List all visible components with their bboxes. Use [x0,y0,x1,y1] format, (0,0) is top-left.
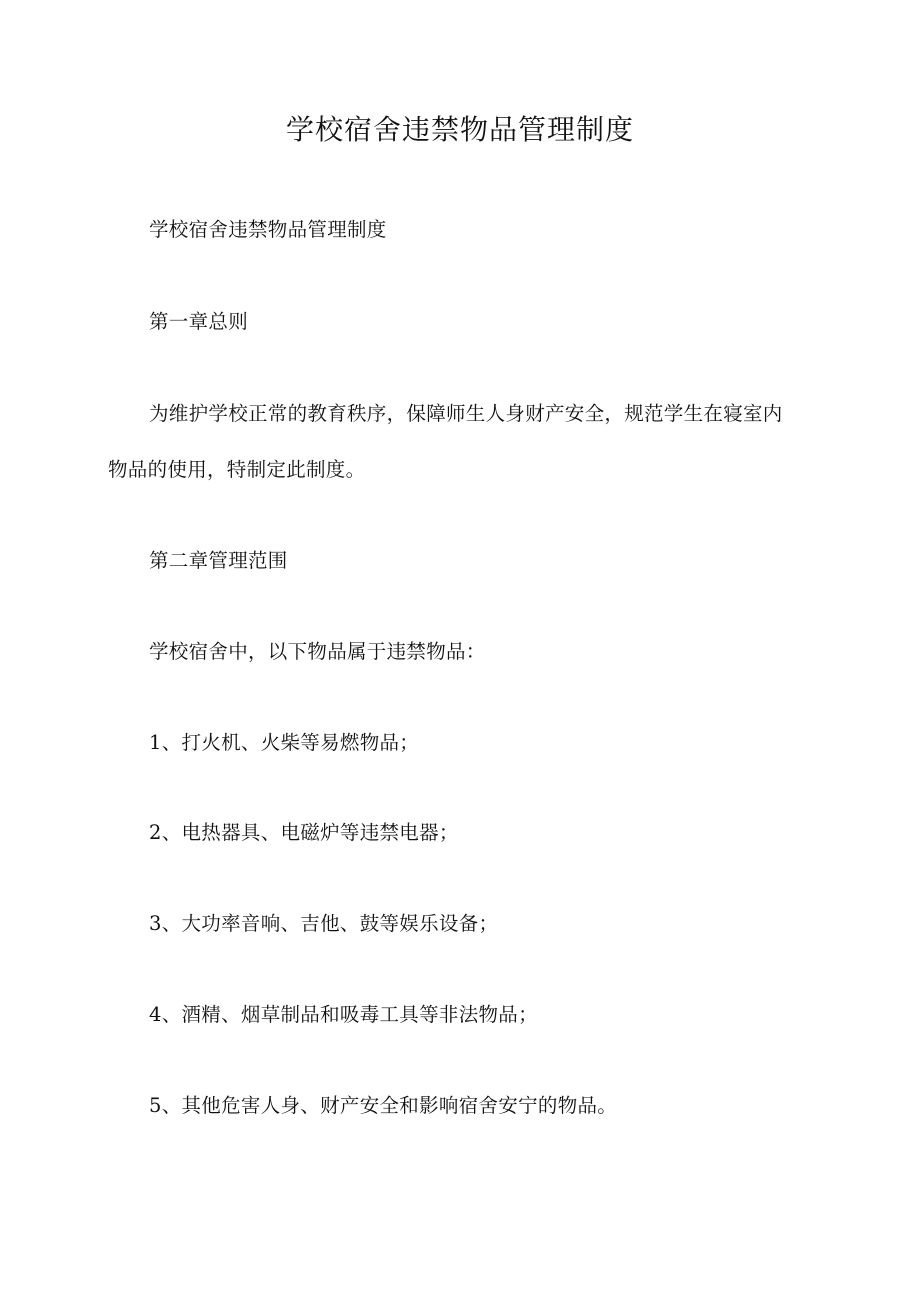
paragraph-text: 2、电热器具、电磁炉等违禁电器； [149,821,459,844]
list-item-2 [108,806,808,860]
document-title: 学校宿舍违禁物品管理制度 [285,113,634,146]
paragraph-text: 3、大功率音响、吉他、鼓等娱乐设备； [149,912,499,935]
paragraph-chapter-1 [108,295,808,349]
paragraph-text: 学校宿舍中，以下物品属于违禁物品： [149,640,486,663]
paragraph-scope-intro [108,625,808,679]
paragraph-purpose-line-1 [108,387,808,441]
paragraph-text: 第二章管理范围 [149,549,288,572]
paragraph-text: 第一章总则 [149,310,249,333]
paragraph-text: 1、打火机、火柴等易燃物品； [149,731,420,754]
paragraph-text: 学校宿舍违禁物品管理制度 [149,218,387,241]
paragraph-chapter-2 [108,534,808,588]
paragraph-doc-name [108,203,808,257]
paragraph-text: 物品的使用，特制定此制度。 [108,458,366,481]
list-item-4 [108,988,808,1042]
list-item-1 [108,716,808,770]
list-item-3 [108,897,808,951]
paragraph-text: 为维护学校正常的教育秩序，保障师生人身财产安全，规范学生在寝室内 [149,402,783,425]
list-item-5 [108,1079,808,1133]
paragraph-purpose-line-2 [108,443,808,497]
paragraph-text: 5、其他危害人身、财产安全和影响宿舍安宁的物品。 [149,1094,618,1117]
paragraph-text: 4、酒精、烟草制品和吸毒工具等非法物品； [149,1003,538,1026]
